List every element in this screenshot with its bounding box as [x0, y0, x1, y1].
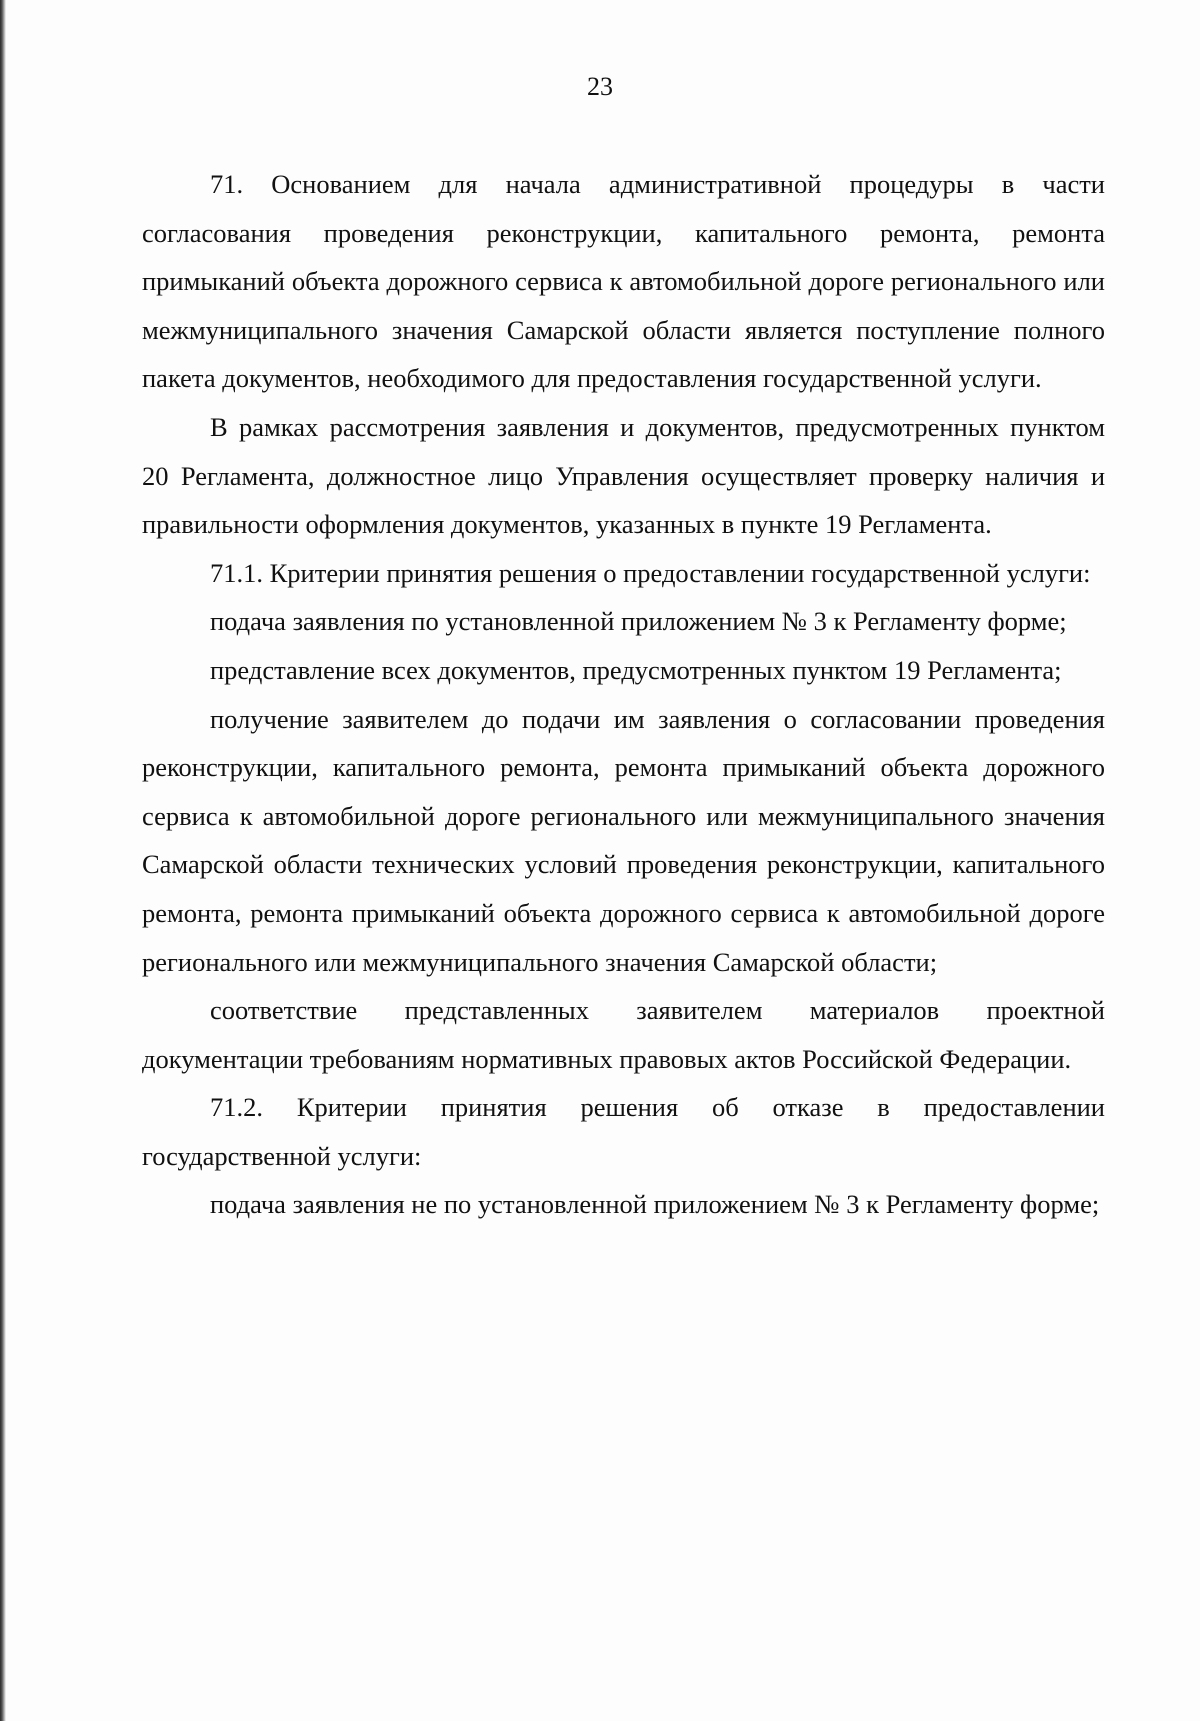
- paragraph-review-documents: В рамках рассмотрения заявления и документов, предусмотренных пунктом 20 Регламента, должностное лицо Управления осуществляет проверку наличия и правильности оформления документов, указанных в пункте 19 Регламента.: [142, 411, 1105, 540]
- page-number: 23: [587, 72, 613, 101]
- criterion-technical-conditions: получение заявителем до подачи им заявления о согласовании проведения реконструкции, капитального ремонта, ремонта примыканий объекта дорожного сервиса к автомобильной дороге регионального или межмуниципального значения Самарской области технических условий проведения реконструкции, капитального ремонта, ремонта примыканий объекта дорожного сервиса к автомобильной дороге регионального или межмуниципального значения Самарской области;: [142, 703, 1105, 977]
- refusal-criterion-application-form: подача заявления не по установленной приложением № 3 к Регламенту форме;: [210, 1189, 1100, 1220]
- criterion-all-documents: представление всех документов, предусмотренных пунктом 19 Регламента;: [210, 654, 1062, 685]
- criterion-project-compliance: соответствие представленных заявителем материалов проектной документации требованиям нормативных правовых актов Российской Федерации.: [142, 995, 1105, 1074]
- paragraph-71: 71. Основанием для начала административной процедуры в части согласования проведения реконструкции, капитального ремонта, ремонта примыканий объекта дорожного сервиса к автомобильной дороге регионального или межмуниципального значения Самарской области является поступление полного пакета документов, необходимого для предоставления государственной услуги.: [142, 169, 1105, 394]
- paragraph-71-1-criteria: 71.1. Критерии принятия решения о предоставлении государственной услуги:: [210, 557, 1091, 588]
- scan-edge-shadow: [0, 0, 6, 1721]
- document-body: [142, 160, 1105, 1229]
- criterion-application-form: подача заявления по установленной приложением № 3 к Регламенту форме;: [210, 606, 1067, 637]
- paragraph-71-2-refusal-criteria: 71.2. Критерии принятия решения об отказе в предоставлении государственной услуги:: [142, 1092, 1105, 1171]
